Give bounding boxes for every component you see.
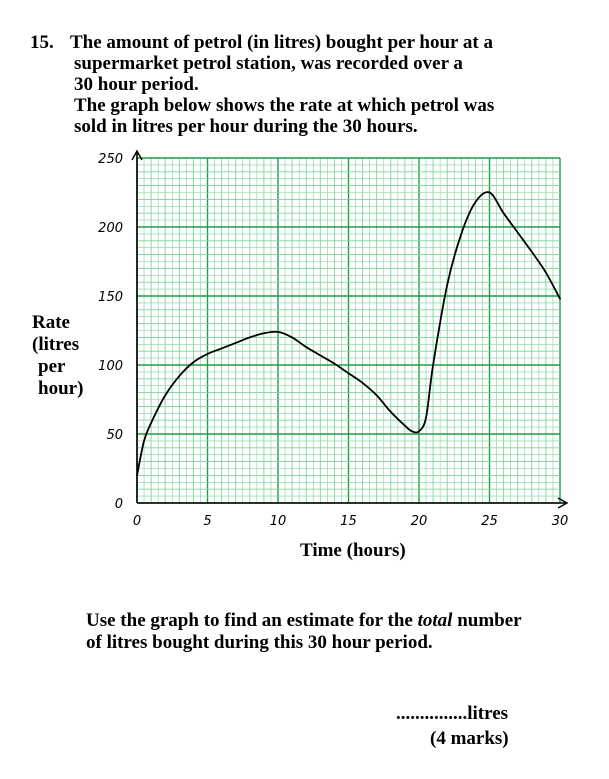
y-tick-label: 0 [114,497,123,512]
instruction-text-part: number [452,610,522,631]
instruction-line-2: of litres bought during this 30 hour period. [86,632,433,653]
marks-label: (4 marks) [430,728,509,749]
y-axis-label [32,312,83,400]
graph-paper-grid [137,158,560,503]
x-tick-label: 20 [410,514,428,529]
question-text-3: 30 hour period. [74,74,199,95]
x-axis-label: Time (hours) [300,540,406,561]
y-axis-label-line: Rate [32,312,70,333]
y-tick-label: 250 [98,152,123,167]
y-axis-label-line: (litres [32,334,80,355]
y-tick-label: 200 [98,221,123,236]
y-axis-label-line: hour) [38,378,84,399]
x-tick-label: 30 [551,514,569,529]
x-tick-label: 5 [203,514,212,529]
instruction-text [86,610,522,654]
question-number: 15. [30,32,54,53]
y-tick-label: 150 [98,290,123,305]
y-tick-label: 100 [98,359,123,374]
x-tick-label: 15 [340,514,357,529]
y-axis-label-line: per [38,356,66,377]
question-text-2: supermarket petrol station, was recorded over a [74,53,463,74]
question-text-4: The graph below shows the rate at which petrol was [74,95,495,116]
answer-blank[interactable]: ...............litres [396,703,509,724]
instruction-text-part: Use the graph to find an estimate for the [86,610,418,631]
y-tick-label: 50 [106,428,123,443]
tick-labels [98,152,568,529]
instruction-emphasis: total [417,610,453,631]
question-text-5: sold in litres per hour during the 30 hours. [74,116,418,137]
x-tick-label: 25 [481,514,498,529]
question-text-1: The amount of petrol (in litres) bought per hour at a [70,32,493,53]
x-tick-label: 10 [269,514,287,529]
x-tick-label: 0 [132,514,142,529]
instruction-line-1 [86,610,522,632]
